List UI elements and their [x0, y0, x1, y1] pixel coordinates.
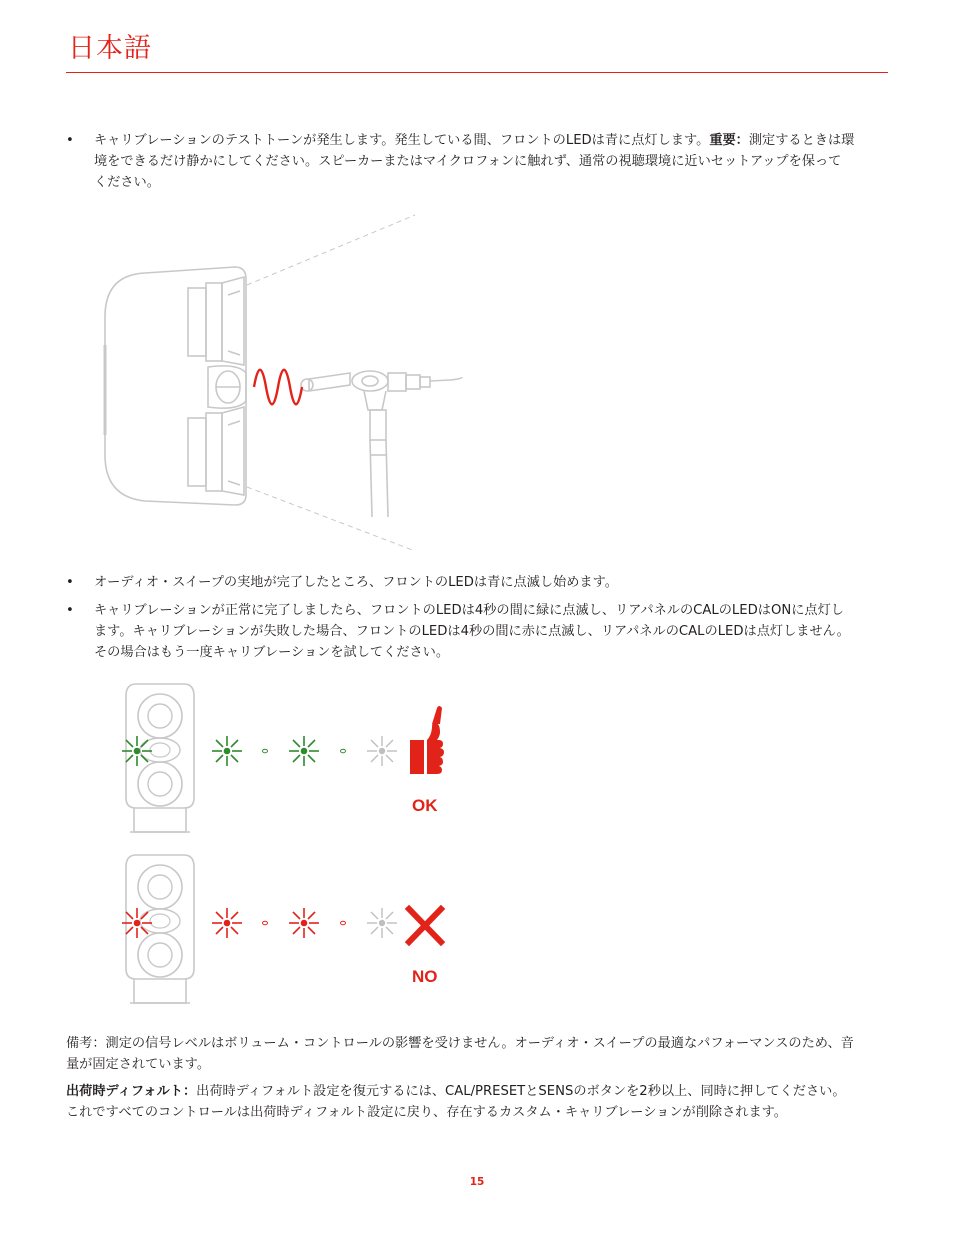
test-tone-wave-icon [254, 370, 302, 405]
bullet-line: ます。キャリブレーションが失敗した場合、フロントのLEDは4秒の間に赤に点滅し、リアパネルのCALのLEDは点灯しません。 [94, 624, 850, 639]
fail-x-icon [409, 909, 441, 942]
bullet-marker: • [66, 575, 74, 590]
note-paragraph [66, 1033, 888, 1075]
bullet-calibration-tone [66, 130, 888, 193]
page-title: 日本語 [68, 33, 152, 64]
bullet-line: その場合はもう一度キャリブレーションを試してください。 [94, 645, 450, 660]
led-flash-red-icon [122, 908, 152, 938]
note-line: 量が固定されています。 [66, 1057, 211, 1072]
title-divider [66, 72, 888, 73]
bullet-sweep-complete [66, 572, 888, 593]
bullet-marker: • [66, 603, 74, 618]
led-flash-red-icon [212, 908, 242, 938]
speaker-mic-illustration [0, 205, 954, 565]
led-flash-green-icon [212, 736, 242, 766]
factory-line: これですべてのコントロールは出荷時ディフォルト設定に戻り、存在するカスタム・キャリブレーションが削除されます。 [66, 1105, 787, 1120]
led-off-icon [367, 736, 397, 766]
led-flash-green-icon [122, 736, 152, 766]
bullet-line: 境をできるだけ静かにしてください。スピーカーまたはマイクロフォンに触れず、通常の視聴環境に近いセットアップを保って [94, 154, 842, 169]
bullet-line: キャリブレーションが正常に完了しましたら、フロントのLEDは4秒の間に緑に点滅し、リアパネルのCALのLEDはONに点灯し [94, 603, 844, 618]
led-off-icon [367, 908, 397, 938]
led-result-illustration [0, 678, 954, 1023]
bullet-calibration-result [66, 600, 888, 663]
note-line: 備考：測定の信号レベルはボリューム・コントロールの影響を受けません。オーディオ・スイープの最適なパフォーマンスのため、音 [66, 1036, 854, 1051]
bullet-line: オーディオ・スイープの実地が完了したところ、フロントのLEDは青に点滅し始めます。 [94, 575, 618, 590]
page-number: 15 [469, 1176, 485, 1188]
no-label: NO [412, 967, 438, 986]
thumbs-up-icon [410, 706, 444, 774]
led-flash-green-icon [289, 736, 319, 766]
bullet-line: キャリブレーションのテストトーンが発生します。発生している間、フロントのLEDは青に点灯します。重要：測定するときは環 [94, 133, 855, 148]
led-flash-red-icon [289, 908, 319, 938]
bullet-marker: • [66, 133, 74, 148]
bullet-line: ください。 [94, 175, 160, 190]
factory-default-paragraph [66, 1081, 888, 1123]
factory-line: 出荷時ディフォルト：出荷時ディフォルト設定を復元するには、CAL/PRESETとSENSのボタンを2秒以上、同時に押してください。 [66, 1084, 846, 1099]
ok-label: OK [412, 796, 438, 815]
